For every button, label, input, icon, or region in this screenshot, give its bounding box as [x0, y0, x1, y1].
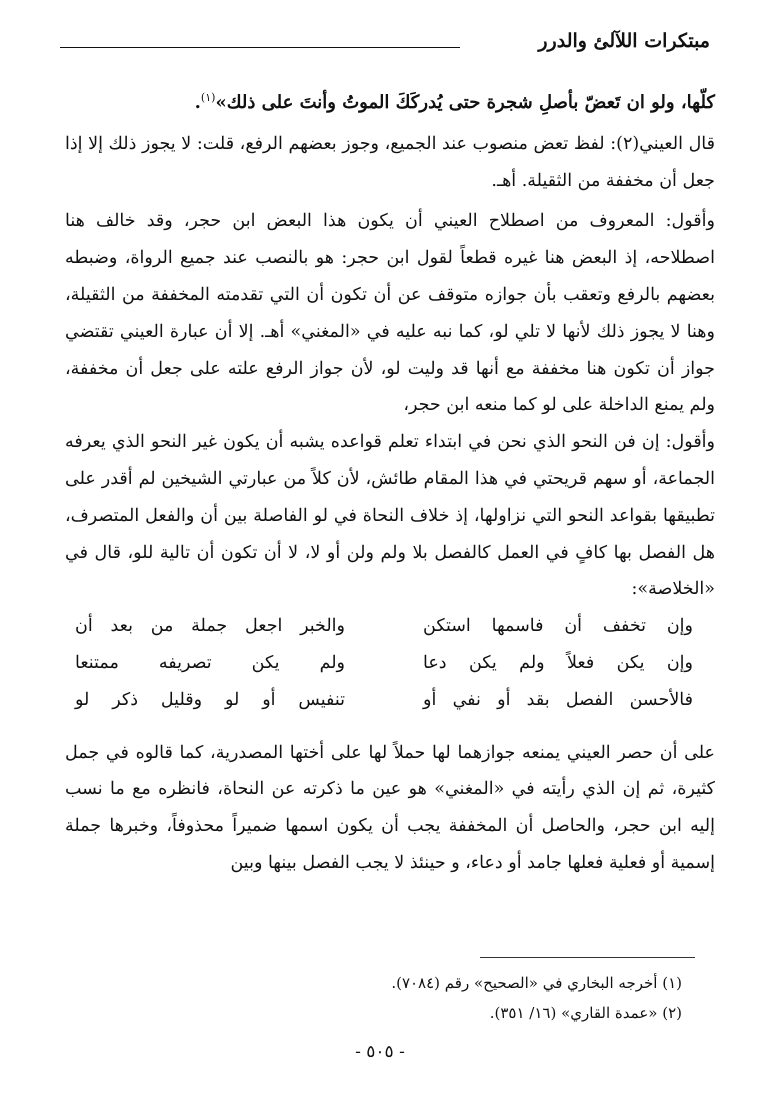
paragraph-aqulu-1: وأقول: المعروف من اصطلاح العيني أن يكون هذا البعض ابن حجر، وقد خالف هنا اصطلاحه، إذ البعض هنا غيره قطعاً لقول ابن حجر: هو بالنصب عند جميع الرواة، وضبطه بعضهم بالرفع وتعقب بأن جوازه متوقف عن أن تكون أن التي تقدمته المخففة من الثقيلة، وهنا لا يجوز ذلك لأنها لا تلي لو، كما نبه عليه في «المغني» أهـ. إلا أن عبارة العيني تقتضي جواز أن تكون هنا مخففة مع أنها قد وليت لو، لأن جواز الرفع علته على جعل أن مخففة، ولم يمنع الداخلة على لو كما منعه ابن حجر،	[65, 211, 715, 416]
main-text	[65, 80, 715, 882]
paragraph-conclusion: على أن حصر العيني يمنعه جوازهما لها حملاً لها على أختها المصدرية، كما قالوه في جمل كثيرة، ثم إن الذي رأيته في «المغني» هو عين ما ذكرته عن النحاة، فانظره مع ما نسب إليه ابن حجر، والحاصل أن المخففة يجب أن يكون اسمها ضميراً محذوفاً، وخبرها جملة إسمية أو فعلية فعلها جامد أو دعاء، و حينئذ لا يجب الفصل بينها وبين	[65, 742, 715, 873]
verse-second-hemistich: ولم يكن تصريفه ممتنعا	[75, 652, 345, 673]
poem-verse	[65, 682, 715, 719]
verse-first-hemistich: فالأحسن الفصل بقد أو نفي أو	[423, 689, 693, 710]
running-header	[60, 30, 710, 60]
opening-text: كلّها، ولو ان تَعضّ بأصلِ شجرة حتى يُدركَكَ الموتُ وأنتَ على ذلك»	[215, 92, 715, 113]
poem	[65, 608, 715, 718]
poem-verse	[65, 608, 715, 645]
header-title: مبتكرات اللآلئ والدرر	[538, 30, 710, 52]
paragraph-aqulu-2: وأقول: إن فن النحو الذي نحن في ابتداء تعلم قواعده يشبه أن يكون غير النحو الذي يعرفه الجماعة، أو سهم قريحتي في هذا المقام طائش، لأن كلاً من عبارتي الشيخين لم أقدر على تطبيقها بقواعد النحو التي نزاولها، إذ خلاف النحاة في لو الفاصلة بين أن والفعل المتصرف، هل الفصل بها كافٍ في العمل كالفصل بلا ولم ولن أو لا، لا أن تكون أن تالية للو، قال في «الخلاصة»:	[65, 432, 715, 600]
opening-line	[65, 80, 715, 122]
footnotes	[42, 968, 682, 1028]
poem-verse	[65, 645, 715, 682]
paragraph-aini: قال العيني(٢): لفظ تعض منصوب عند الجميع، وجوز بعضهم الرفع، قلت: لا يجوز ذلك إلا إذا جعل أن مخففة من الثقيلة. أهـ.	[65, 133, 715, 191]
footnote-ref-1[interactable]: (١)	[200, 91, 216, 104]
page-number: - ٥٠٥ -	[355, 1042, 405, 1062]
footnote-1: (١) أخرجه البخاري في «الصحيح» رقم (٧٠٨٤).	[391, 974, 682, 992]
verse-second-hemistich: والخبر اجعل جملة من بعد أن	[75, 616, 345, 637]
verse-first-hemistich: وإن تخفف أن فاسمها استكن	[423, 616, 693, 637]
header-rule	[60, 47, 460, 48]
verse-first-hemistich: وإن يكن فعلاً ولم يكن دعا	[423, 652, 693, 673]
footnote-2: (٢) «عمدة القاري» (١٦/ ٣٥١).	[489, 1004, 682, 1022]
verse-second-hemistich: تنفيس أو لو وقليل ذكر لو	[75, 689, 345, 710]
footnote-rule	[480, 957, 695, 958]
opening-end: .	[194, 92, 201, 113]
